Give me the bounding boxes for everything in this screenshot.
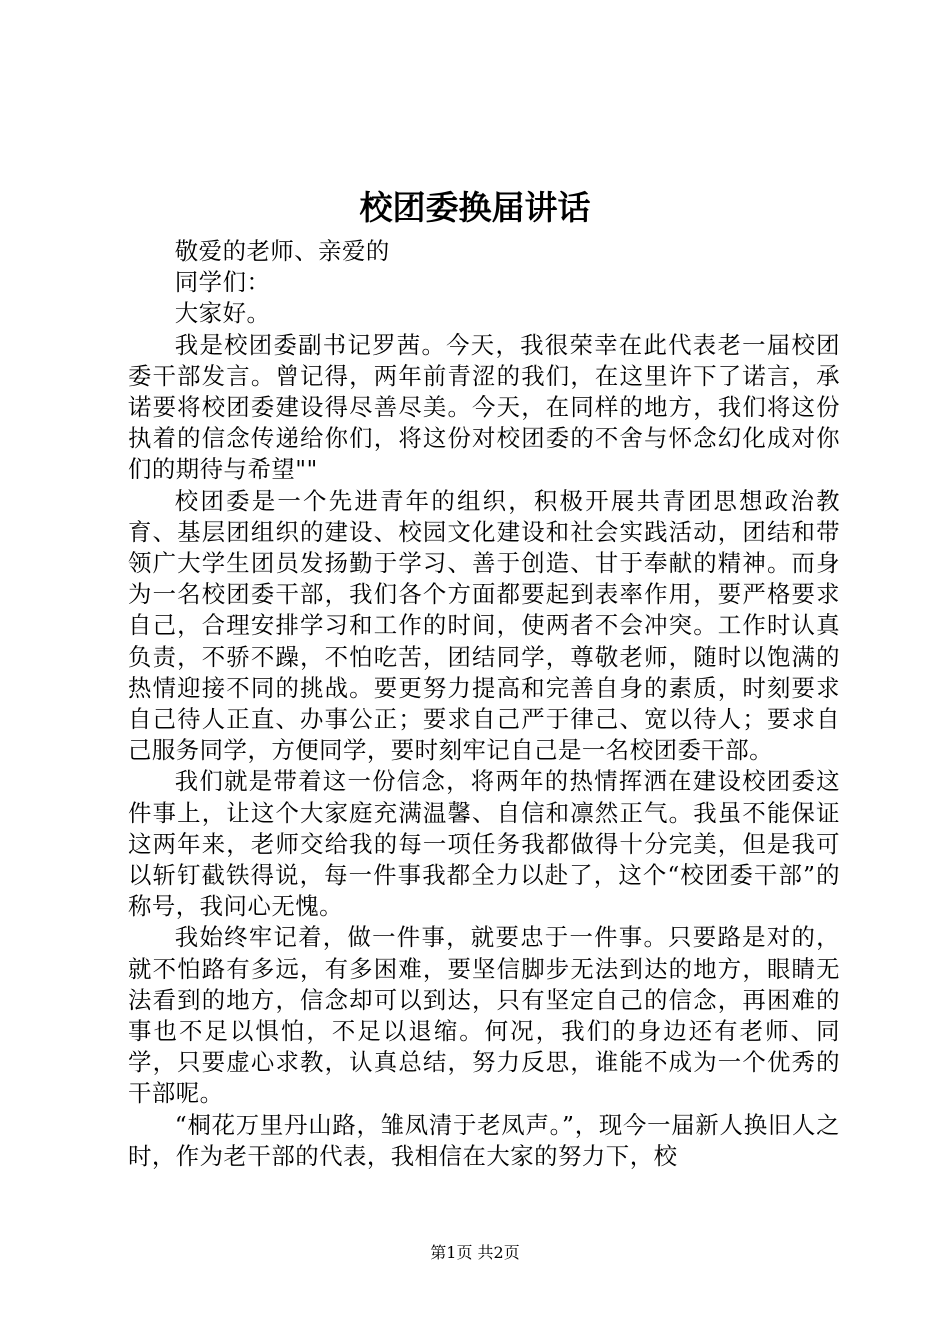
paragraph-perseverance: 我始终牢记着，做一件事，就要忠于一件事。只要路是对的，就不怕路有多远，有多困难，要坚信脚步无法到达的地方，眼睛无法看到的地方，信念却可以到达，只有坚定自己的信念，再困难的事也不足以惧怕，不足以退缩。何况，我们的身边还有老师、同学，只要虚心求教，认真总结，努力反思，谁能不成为一个优秀的干部呢。 xyxy=(128,923,840,1108)
page-number: 第1页 共2页 xyxy=(430,1243,520,1262)
paragraph-greeting: 大家好。 xyxy=(174,299,271,328)
paragraph-introduction: 我是校团委副书记罗茜。今天，我很荣幸在此代表老一届校团委干部发言。曾记得，两年前青涩的我们，在这里许下了诺言，承诺要将校团委建设得尽善尽美。今天，在同样的地方，我们将这份执着的信念传递给你们，将这份对校团委的不舍与怀念幻化成对你们的期待与希望"" xyxy=(128,330,840,484)
paragraph-organization: 校团委是一个先进青年的组织，积极开展共青团思想政治教育、基层团组织的建设、校园文化建设和社会实践活动，团结和带领广大学生团员发扬勤于学习、善于创造、甘于奉献的精神。而身为一名校团委干部，我们各个方面都要起到表率作用，要严格要求自己，合理安排学习和工作的时间，使两者不会冲突。工作时认真负责，不骄不躁，不怕吃苦，团结同学，尊敬老师，随时以饱满的热情迎接不同的挑战。要更努力提高和完善自身的素质，时刻要求自己待人正直、办事公正；要求自己严于律己、宽以待人；要求自己服务同学，方便同学，要时刻牢记自己是一名校团委干部。 xyxy=(128,486,840,765)
paragraph-salutation-1: 敬爱的老师、亲爱的 xyxy=(174,237,390,265)
document-body xyxy=(128,236,840,1172)
document-title: 校团委换届讲话 xyxy=(359,188,591,227)
paragraph-belief: 我们就是带着这一份信念，将两年的热情挥洒在建设校团委这件事上，让这个大家庭充满温馨、自信和凛然正气。我虽不能保证这两年来，老师交给我的每一项任务我都做得十分完美，但是我可以斩钉截铁得说，每一件事我都全力以赴了，这个“校团委干部”的称号，我问心无愧。 xyxy=(128,767,840,921)
paragraph-closing: “桐花万里丹山路，雏凤清于老凤声。”，现今一届新人换旧人之时，作为老干部的代表，我相信在大家的努力下，校 xyxy=(128,1110,840,1170)
paragraph-salutation-2: 同学们： xyxy=(174,268,271,297)
